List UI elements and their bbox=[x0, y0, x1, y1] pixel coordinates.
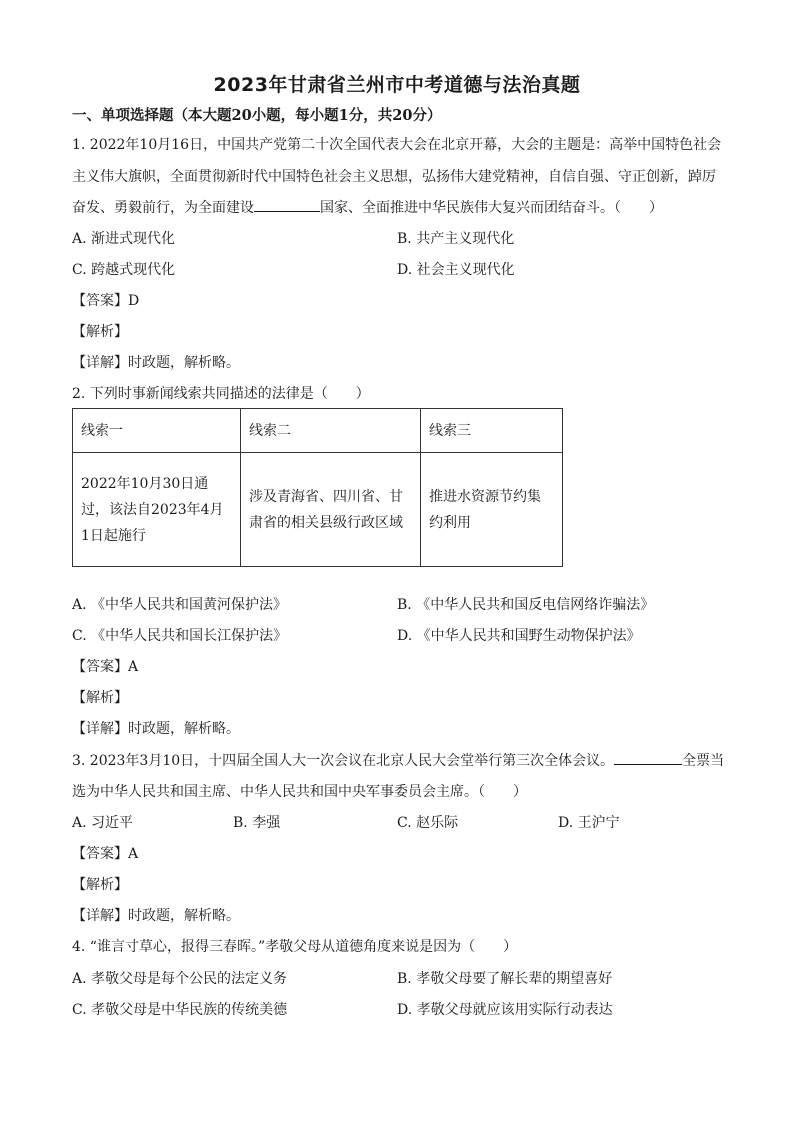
q3-option-c: C. 赵乐际 bbox=[397, 815, 459, 831]
q1-answer: 【答案】D bbox=[72, 293, 140, 309]
q3-option-b: B. 李强 bbox=[233, 815, 281, 831]
q1-stem-line-2: 主义伟大旗帜，全面贯彻新时代中国特色社会主义思想，弘扬伟大建党精神，自信自强、守正创新，踔厉 bbox=[72, 169, 716, 185]
q1-option-a: A. 渐进式现代化 bbox=[72, 231, 176, 247]
q3-stem-line-1 bbox=[72, 750, 724, 770]
section-heading: 一、单项选择题（本大题20小题，每小题1分，共20分） bbox=[72, 107, 442, 124]
table-cell: 2022年10月30日通过，该法自2023年4月1日起施行 bbox=[73, 453, 241, 567]
q1-stem-part-a: 奋发、勇毅前行，为全面建设 bbox=[72, 200, 254, 216]
q4-option-c: C. 孝敬父母是中华民族的传统美德 bbox=[72, 1002, 288, 1018]
q1-analysis: 【解析】 bbox=[72, 324, 128, 340]
q4-option-b: B. 孝敬父母要了解长辈的期望喜好 bbox=[397, 971, 613, 987]
q1-stem-part-b: 国家、全面推进中华民族伟大复兴而团结奋斗。（ ） bbox=[320, 200, 663, 216]
table-header-cell: 线索一 bbox=[73, 409, 241, 453]
table-cell: 涉及青海省、四川省、甘肃省的相关县级行政区域 bbox=[241, 453, 421, 567]
q3-detail: 【详解】时政题，解析略。 bbox=[72, 908, 240, 924]
table-header-cell: 线索三 bbox=[421, 409, 563, 453]
q1-stem-line-1: 1. 2022年10月16日，中国共产党第二十次全国代表大会在北京开幕，大会的主题是：高举中国特色社会 bbox=[72, 137, 722, 153]
q2-option-d: D. 《中华人民共和国野生动物保护法》 bbox=[397, 628, 641, 644]
q4-option-a: A. 孝敬父母是每个公民的法定义务 bbox=[72, 971, 288, 987]
q1-option-b: B. 共产主义现代化 bbox=[397, 231, 515, 247]
q2-option-c: C. 《中华人民共和国长江保护法》 bbox=[72, 628, 288, 644]
q2-stem: 2. 下列时事新闻线索共同描述的法律是（ ） bbox=[72, 386, 370, 402]
q2-option-b: B. 《中华人民共和国反电信网络诈骗法》 bbox=[397, 597, 655, 613]
table-cell: 推进水资源节约集约利用 bbox=[421, 453, 563, 567]
q2-option-a: A. 《中华人民共和国黄河保护法》 bbox=[72, 597, 288, 613]
q3-option-d: D. 王沪宁 bbox=[558, 815, 620, 831]
q2-analysis: 【解析】 bbox=[72, 690, 128, 706]
q2-detail: 【详解】时政题，解析略。 bbox=[72, 721, 240, 737]
clue-table bbox=[72, 408, 563, 567]
q3-option-a: A. 习近平 bbox=[72, 815, 134, 831]
q3-answer: 【答案】A bbox=[72, 846, 139, 862]
page-title: 2023年甘肃省兰州市中考道德与法治真题 bbox=[213, 74, 581, 96]
q2-answer: 【答案】A bbox=[72, 659, 139, 675]
table-header-cell: 线索二 bbox=[241, 409, 421, 453]
q1-option-c: C. 跨越式现代化 bbox=[72, 262, 176, 278]
q1-stem-line-3 bbox=[72, 197, 663, 217]
q1-detail: 【详解】时政题，解析略。 bbox=[72, 355, 240, 371]
q3-stem-line-2: 选为中华人民共和国主席、中华人民共和国中央军事委员会主席。（ ） bbox=[72, 784, 527, 800]
q3-stem-part-b: 全票当 bbox=[682, 753, 725, 769]
q3-stem-part-a: 3. 2023年3月10日，十四届全国人大一次会议在北京人民大会堂举行第三次全体会议。 bbox=[72, 753, 615, 769]
q3-analysis: 【解析】 bbox=[72, 877, 128, 893]
fill-blank bbox=[254, 199, 320, 212]
q4-stem: 4. “谁言寸草心，报得三春晖。”孝敬父母从道德角度来说是因为（ ） bbox=[72, 939, 518, 955]
fill-blank bbox=[614, 752, 682, 765]
q1-option-d: D. 社会主义现代化 bbox=[397, 262, 515, 278]
q4-option-d: D. 孝敬父母就应该用实际行动表达 bbox=[397, 1002, 613, 1018]
